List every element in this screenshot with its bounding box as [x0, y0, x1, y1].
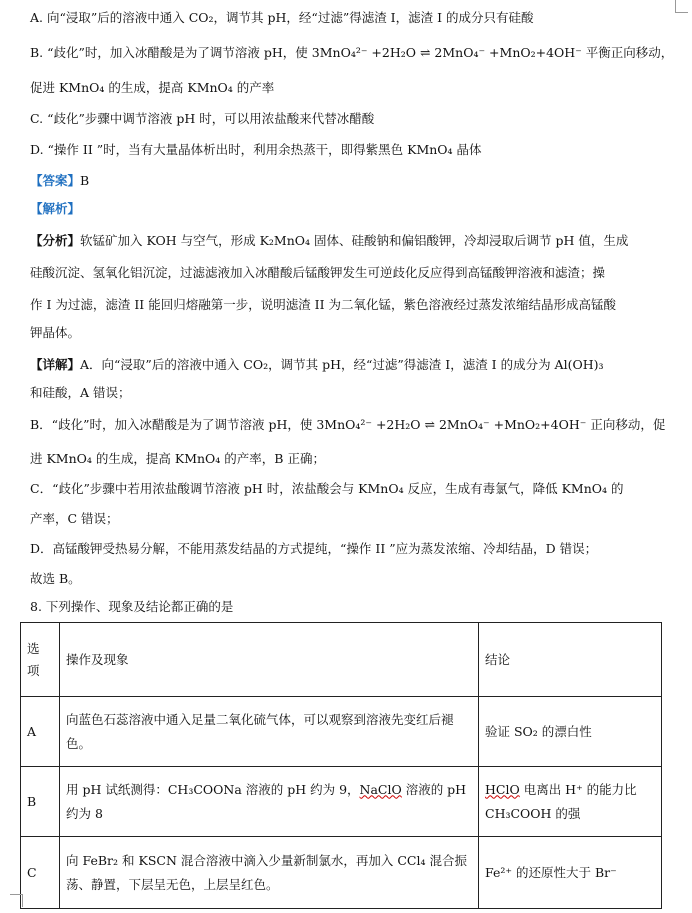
header-operation: 操作及现象	[60, 623, 479, 697]
xc-line1: C．“歧化”步骤中若用浓盐酸调节溶液 pH 时，浓盐酸会与 KMnO₄ 反应，生成有毒氯气，降低 KMnO₄ 的	[30, 481, 624, 496]
option-b-line2: 促进 KMnO₄ 的生成，提高 KMnO₄ 的产率	[30, 80, 275, 95]
question-8: 8. 下列操作、现象及结论都正确的是	[30, 599, 234, 614]
xj-line1	[30, 356, 652, 374]
xj-tag: 【详解】	[30, 357, 81, 372]
option-b-line1: B. “歧化”时，加入冰醋酸是为了调节溶液 pH，使 3MnO₄²⁻ +2H₂O ⇌ 2MnO₄⁻ +MnO₂+4OH⁻ 平衡正向移动，	[30, 45, 674, 60]
answer-line	[30, 172, 652, 190]
row-option: A	[21, 697, 60, 767]
xc-line2: 产率，C 错误；	[30, 511, 119, 526]
row-operation: 向蓝色石蕊溶液中通入足量二氧化硫气体，可以观察到溶液先变红后褪色。	[60, 697, 479, 767]
option-d: D. “操作 II ”时，当有大量晶体析出时，利用余热蒸干，即得紫黑色 KMnO₄ 晶体	[30, 142, 482, 157]
table-row	[21, 837, 662, 909]
options-table	[20, 622, 662, 909]
concl-text-wavy: HClO	[485, 781, 520, 797]
answer-value: B	[80, 173, 90, 188]
table-row	[21, 767, 662, 837]
xb-line1: B．“歧化”时，加入冰醋酸是为了调节溶液 pH，使 3MnO₄²⁻ +2H₂O ⇌ 2MnO₄⁻ +MnO₂+4OH⁻ 正向移动，促	[30, 417, 666, 432]
option-a: A. 向“浸取”后的溶液中通入 CO₂，调节其 pH，经“过滤”得滤渣 I，滤渣 I 的成分只有硅酸	[30, 10, 534, 25]
op-text-wavy: NaClO	[359, 781, 402, 797]
row-conclusion	[479, 767, 662, 837]
row-operation	[60, 767, 479, 837]
xb-line2: 进 KMnO₄ 的生成，提高 KMnO₄ 的产率，B 正确；	[30, 451, 325, 466]
header-conclusion: 结论	[479, 623, 662, 697]
row-conclusion: Fe²⁺ 的还原性大于 Br⁻	[479, 837, 662, 909]
xd-line: D．高锰酸钾受热易分解，不能用蒸发结晶的方式提纯，“操作 II ”应为蒸发浓缩、冷却结晶，D 错误；	[30, 541, 598, 556]
page-corner-mark	[10, 894, 23, 907]
op-text-pre: 用 pH 试纸测得：CH₃COONa 溶液的 pH 约为 9，	[66, 781, 360, 797]
table-header-row	[21, 623, 662, 697]
fx-line4: 钾晶体。	[30, 325, 81, 340]
option-c: C. “歧化”步骤中调节溶液 pH 时，可以用浓盐酸来代替冰醋酸	[30, 111, 375, 126]
answer-tag: 【答案】	[30, 173, 81, 188]
row-option: B	[21, 767, 60, 837]
fx-line1	[30, 232, 652, 250]
analysis-heading	[30, 200, 652, 218]
page-corner-mark	[675, 0, 688, 13]
fx-line2: 硅酸沉淀、氢氧化铝沉淀，过滤滤液加入冰醋酸后锰酸钾发生可逆歧化反应得到高锰酸钾溶液和滤渣；操	[30, 265, 606, 280]
fx-tag: 【分析】	[30, 233, 81, 248]
row-conclusion: 验证 SO₂ 的漂白性	[479, 697, 662, 767]
xj-line2: 和硅酸，A 错误；	[30, 385, 131, 400]
table-row	[21, 697, 662, 767]
row-operation: 向 FeBr₂ 和 KSCN 混合溶液中滴入少量新制氯水，再加入 CCl₄ 混合振荡、静置，下层呈无色，上层呈红色。	[60, 837, 479, 909]
xj-text1: A．向“浸取”后的溶液中通入 CO₂，调节其 pH，经“过滤”得滤渣 I，滤渣 I 的成分为 Al(OH)₃	[80, 357, 604, 372]
choose-line: 故选 B。	[30, 571, 81, 586]
header-option: 选 项	[21, 623, 60, 697]
fx-text1: 软锰矿加入 KOH 与空气，形成 K₂MnO₄ 固体、硅酸钠和偏铝酸钾，冷却浸取后调节 pH 值，生成	[80, 233, 629, 248]
analysis-tag: 【解析】	[30, 201, 81, 216]
concl-text-post: 电离出 H⁺ 的能力比 CH₃COOH 的强	[485, 781, 637, 821]
fx-line3: 作 I 为过滤，滤渣 II 能回归熔融第一步，说明滤渣 II 为二氧化锰，紫色溶液经过蒸发浓缩结晶形成高锰酸	[30, 297, 617, 312]
op-text-post: 溶液的 pH 约为 8	[66, 781, 467, 821]
row-option: C	[21, 837, 60, 909]
